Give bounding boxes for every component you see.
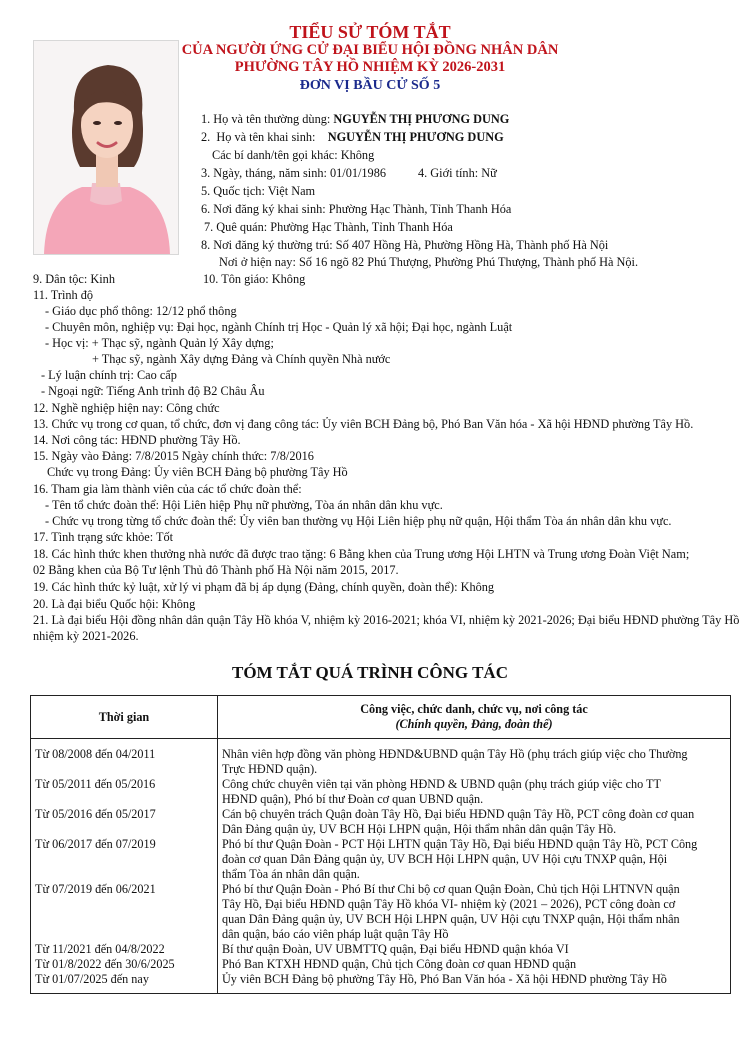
career-description-line: thẩm Tòa án nhân dân quận. bbox=[222, 867, 360, 881]
career-description-line: Tây Hồ, Đại biểu HĐND quận Tây Hồ khóa VI- nhiệm kỳ (2021 – 2026), PCT công đoàn cơ bbox=[222, 897, 676, 911]
bio-education-general: - Giáo dục phổ thông: 12/12 phổ thông bbox=[45, 304, 237, 318]
bio-awards: 18. Các hình thức khen thưởng nhà nước đã được trao tặng: 6 Bằng khen của Trung ương Hội LHTN và Trung ương Đoàn Việt Nam; bbox=[33, 547, 690, 561]
bio-organization-names: - Tên tổ chức đoàn thể: Hội Liên hiệp Phụ nữ phường, Tòa án nhân dân khu vực. bbox=[45, 498, 443, 512]
career-section-title: TÓM TẮT QUÁ TRÌNH CÔNG TÁC bbox=[232, 663, 508, 682]
bio-birth-name: 2. Họ và tên khai sinh: NGUYỄN THỊ PHƯƠNG DUNG bbox=[201, 130, 504, 144]
bio-workplace: 14. Nơi công tác: HĐND phường Tây Hồ. bbox=[33, 433, 241, 447]
career-description bbox=[218, 957, 731, 972]
career-description bbox=[218, 739, 731, 778]
bio-council-member-cont: nhiệm kỳ 2021-2026. bbox=[33, 629, 139, 643]
career-description bbox=[218, 972, 731, 994]
career-time: Từ 07/2019 đến 06/2021 bbox=[31, 882, 218, 942]
career-description-line: đoàn cơ quan Dân Đảng quận ủy, UV BCH Hội LHPN quận, UV Hội cựu TNXP quận, Hội bbox=[222, 852, 668, 866]
career-description-line: Ủy viên BCH Đảng bộ phường Tây Hồ, Phó Ban Văn hóa - Xã hội HĐND phường Tây Hồ bbox=[222, 972, 667, 986]
career-description-line: Cán bộ chuyên trách Quận đoàn Tây Hồ, Đại biểu HĐND quận Tây Hồ, PCT công đoàn cơ quan bbox=[222, 807, 695, 821]
bio-council-member: 21. Là đại biểu Hội đồng nhân dân quận Tây Hồ khóa V, nhiệm kỳ 2016-2021; khóa VI, nhiệm kỳ 2021-2026; Đại biểu HĐND phường Tây Hồ bbox=[33, 613, 740, 627]
bio-awards-cont: 02 Bằng khen của Bộ Tư lệnh Thủ đô Thành phố Hà Nội năm 2015, 2017. bbox=[33, 563, 399, 577]
bio-birth-registration: 6. Nơi đăng ký khai sinh: Phường Hạc Thành, Tỉnh Thanh Hóa bbox=[201, 202, 512, 216]
bio-permanent-address: 8. Nơi đăng ký thường trú: Số 407 Hồng Hà, Phường Hồng Hà, Thành phố Hà Nội bbox=[201, 238, 609, 252]
bio-current-address: Nơi ở hiện nay: Số 16 ngõ 82 Phú Thượng, Phường Phú Thượng, Thành phố Hà Nội. bbox=[219, 255, 639, 269]
bio-party-dates: 15. Ngày vào Đảng: 7/8/2015 Ngày chính thức: 7/8/2016 bbox=[33, 449, 314, 463]
career-time: Từ 01/07/2025 đến nay bbox=[31, 972, 218, 994]
bio-aliases: Các bí danh/tên gọi khác: Không bbox=[212, 148, 375, 162]
bio-party-position: Chức vụ trong Đảng: Ủy viên BCH Đảng bộ phường Tây Hồ bbox=[47, 465, 348, 479]
bio-gender: 4. Giới tính: Nữ bbox=[418, 166, 497, 180]
career-table bbox=[30, 695, 731, 994]
career-time: Từ 06/2017 đến 07/2019 bbox=[31, 837, 218, 882]
career-row bbox=[31, 837, 731, 882]
career-time: Từ 08/2008 đến 04/2011 bbox=[31, 739, 218, 778]
career-row bbox=[31, 882, 731, 942]
career-row bbox=[31, 807, 731, 837]
bio-birth-date: 3. Ngày, tháng, năm sinh: 01/01/1986 bbox=[201, 166, 387, 180]
bio-education-specialty: - Chuyên môn, nghiệp vụ: Đại học, ngành Chính trị Học - Quản lý xã hội; Đại học, ngành Luật bbox=[45, 320, 513, 334]
career-time: Từ 05/2016 đến 05/2017 bbox=[31, 807, 218, 837]
candidate-photo bbox=[33, 40, 179, 255]
bio-organization-roles: - Chức vụ trong từng tổ chức đoàn thể: Ủy viên ban thường vụ Hội Liên hiệp phụ nữ quận, Hội thẩm Tòa án nhân dân khu vực. bbox=[45, 514, 672, 528]
career-description bbox=[218, 837, 731, 882]
career-row bbox=[31, 972, 731, 994]
career-description-line: Phó bí thư Quận Đoàn - Phó Bí thư Chi bộ cơ quan Quận Đoàn, Chủ tịch Hội LHTNVN quận bbox=[222, 882, 680, 896]
career-description-line: dân quận, báo cáo viên pháp luật quận Tây Hồ bbox=[222, 927, 449, 941]
career-description-line: Công chức chuyên viên tại văn phòng HĐND & UBND quận (phụ trách giúp việc cho TT bbox=[222, 777, 661, 791]
bio-religion: 10. Tôn giáo: Không bbox=[203, 272, 306, 286]
career-description-line: HĐND quận), Phó bí thư Đoàn cơ quan UBND quận. bbox=[222, 792, 484, 806]
bio-full-name: 1. Họ và tên thường dùng: NGUYỄN THỊ PHƯƠNG DUNG bbox=[201, 112, 510, 126]
column-header-work: Công việc, chức danh, chức vụ, nơi công tác (Chính quyền, Đảng, đoàn thể) bbox=[218, 696, 731, 739]
career-row bbox=[31, 942, 731, 957]
career-time: Từ 01/8/2022 đến 30/6/2025 bbox=[31, 957, 218, 972]
doc-subtitle-1: CỦA NGƯỜI ỨNG CỬ ĐẠI BIỂU HỘI ĐỒNG NHÂN DÂN bbox=[181, 42, 559, 58]
career-description bbox=[218, 942, 731, 957]
electoral-unit: ĐƠN VỊ BẦU CỬ SỐ 5 bbox=[299, 78, 441, 93]
career-description-line: Phó bí thư Quận Đoàn - PCT Hội LHTN quận Tây Hồ, Đại biểu HĐND quận Tây Hồ, PCT Công bbox=[222, 837, 698, 851]
bio-health: 17. Tình trạng sức khỏe: Tốt bbox=[33, 530, 174, 544]
bio-organizations: 16. Tham gia làm thành viên của các tổ chức đoàn thể: bbox=[33, 482, 302, 496]
bio-foreign-language: - Ngoại ngữ: Tiếng Anh trình độ B2 Châu Âu bbox=[41, 384, 265, 398]
portrait-illustration bbox=[34, 41, 178, 254]
bio-education-heading: 11. Trình độ bbox=[33, 288, 94, 302]
career-description bbox=[218, 807, 731, 837]
doc-title: TIỂU SỬ TÓM TẮT bbox=[289, 22, 451, 42]
column-header-time: Thời gian bbox=[31, 696, 218, 739]
bio-nationality: 5. Quốc tịch: Việt Nam bbox=[201, 184, 316, 198]
career-row bbox=[31, 777, 731, 807]
career-description-line: Dân Đảng quận ủy, UV BCH Hội LHPN quận, Hội thẩm nhân dân quận Tây Hồ. bbox=[222, 822, 617, 836]
career-time: Từ 11/2021 đến 04/8/2022 bbox=[31, 942, 218, 957]
career-description-line: Phó Ban KTXH HĐND quận, Chủ tịch Công đoàn cơ quan HĐND quận bbox=[222, 957, 577, 971]
career-description bbox=[218, 777, 731, 807]
bio-degree-2: + Thạc sỹ, ngành Xây dựng Đảng và Chính quyền Nhà nước bbox=[92, 352, 391, 366]
bio-discipline: 19. Các hình thức kỷ luật, xử lý vi phạm đã bị áp dụng (Đảng, chính quyền, đoàn thể): Không bbox=[33, 580, 495, 594]
bio-ethnicity: 9. Dân tộc: Kinh bbox=[33, 272, 115, 286]
career-description-line: Bí thư quận Đoàn, UV UBMTTQ quận, Đại biểu HĐND quận khóa VI bbox=[222, 942, 569, 956]
career-description-line: Trực HĐND quận). bbox=[222, 762, 318, 776]
career-description-line: quan Dân Đảng quận ủy, UV BCH Hội LHPN quận, UV Hội cựu TNXP quận, Hội thẩm nhân bbox=[222, 912, 680, 926]
career-row bbox=[31, 739, 731, 778]
career-description-line: Nhân viên hợp đồng văn phòng HĐND&UBND quận Tây Hồ (phụ trách giúp việc cho Thường bbox=[222, 747, 688, 761]
career-description bbox=[218, 882, 731, 942]
bio-position: 13. Chức vụ trong cơ quan, tổ chức, đơn vị đang công tác: Ủy viên BCH Đảng bộ, Phó Ban Văn hóa - Xã hội HĐND phường Tây Hồ. bbox=[33, 417, 694, 431]
bio-hometown: 7. Quê quán: Phường Hạc Thành, Tỉnh Thanh Hóa bbox=[204, 220, 453, 234]
bio-occupation: 12. Nghề nghiệp hiện nay: Công chức bbox=[33, 401, 220, 415]
bio-national-assembly: 20. Là đại biểu Quốc hội: Không bbox=[33, 597, 196, 611]
career-row bbox=[31, 957, 731, 972]
bio-political-theory: - Lý luận chính trị: Cao cấp bbox=[41, 368, 177, 382]
career-time: Từ 05/2011 đến 05/2016 bbox=[31, 777, 218, 807]
bio-degree-1: - Học vị: + Thạc sỹ, ngành Quản lý Xây dựng; bbox=[45, 336, 274, 350]
doc-subtitle-2: PHƯỜNG TÂY HỒ NHIỆM KỲ 2026-2031 bbox=[234, 59, 506, 75]
